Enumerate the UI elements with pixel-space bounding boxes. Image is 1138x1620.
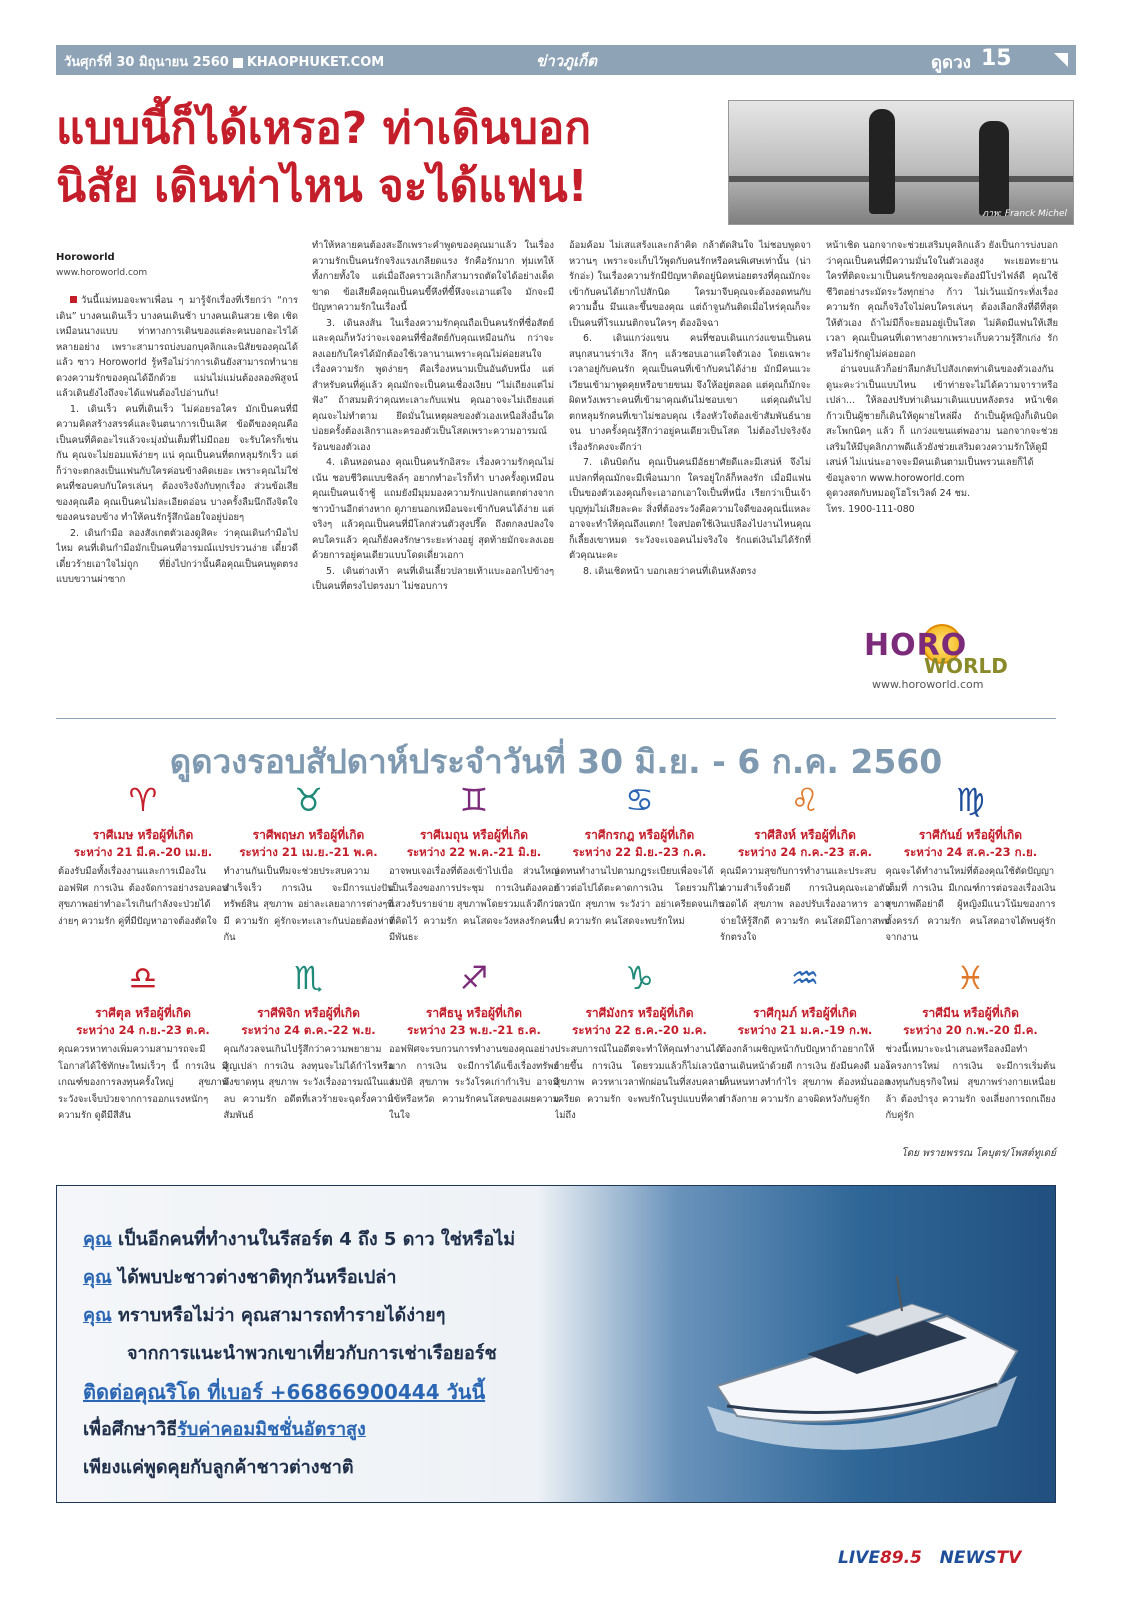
ad-line-7: เพียงแค่พูดคุยกับลูกค้าชาวต่างชาติ [83,1457,354,1478]
zodiac-date-range: ระหว่าง 21 ม.ค.-19 ก.พ. [737,1023,873,1037]
headline-line-1: แบบนี้ก็ได้เหรอ? ท่าเดินบอก [56,103,591,154]
zodiac-name: ราศีเมถุน หรือผู้ที่เกิด [419,828,529,842]
section-name: ดูดวง [931,53,971,73]
ad-line-2: คุณ ได้พบปะชาวต่างชาติทุกวันหรือเปล่า [83,1267,397,1288]
page-header [56,45,1046,75]
zodiac-name: ราศีพฤษภ หรือผู้ที่เกิด [252,828,365,842]
horoworld-logo-url[interactable]: www.horoworld.com [872,678,984,691]
zodiac-name: ราศีมังกร หรือผู้ที่เกิด [585,1006,694,1020]
ad-line-1: คุณ เป็นอีกคนที่ทำงานในรีสอร์ต 4 ถึง 5 ดาว ใช่หรือไม่ [83,1229,516,1250]
section-divider [56,718,1056,719]
news-logo: NEWS [939,1548,997,1568]
live-logo: LIVE [838,1548,880,1568]
zodiac-name: ราศีกรกฎ หรือผู้ที่เกิด [584,828,695,842]
article-paragraph: อ่านจบแล้วก็อย่าลืมกลับไปสังเกตท่าเดินของตัวเองกันดูนะคะว่าเป็นแบบไหน เข้าท่ายจะไม่ได้ความจาราหรือเปล่า... ให้ลองปรับท่าเดินมาเดินแบบหลังตรง หน้าเชิด ก้าวเป็นผู้ชายก็เดินให้ดูผายไหล่ผึ่ง ถ้าเป็นผู้หญิงก็เดินบิดสะโพกนิดๆ แล้ว ก็ แกว่งแขนแต่พองาม นอกจากจะช่วยเสริมให้มีบุคลิกภาพดีแล้วยังช่วยเสริมดวงความรักให้ดูมีเสน่ห์ ไม่แน่นะอาจจะมีคนเดินตามเป็นพรวนเลยก็ได้ [826,364,1058,468]
pisces-icon: ♓ [956,959,985,997]
zodiac-name: ราศีมีน หรือผู้ที่เกิด [922,1006,1019,1020]
zodiac-forecast: ทำงานกันเป็นทีมจะช่วยประสบความสำเร็จเร็ว การเงิน จะมีการแบ่งปันทรัพย์สิน สุขภาพ อย่าละเลยอาการต่างๆที่มี ความรัก คู่รักจะทะเลาะกันบ่อยต้องห่างกัน [223,866,394,943]
zodiac-card [720,780,890,950]
article-paragraph: 3. เดินลงส้น ในเรื่องความรักคุณถือเป็นคนรักที่ซื่อสัตย์และคุณก็หวังว่าจะเจอคนที่ซื่อสัตย์กับคุณเหมือนกัน กว่าจะลงเอยกับใครได้มักต้องใช้เวลานานเพราะคุณไม่ค่อยสนใจเรื่องความรัก พูดง่ายๆ คือเรื่องหนามเป็นอันดับหนึ่ง แต่สำหรับคนที่คู่แล้ว คุณมักจะเป็นคนเชื่องเงียบ “ไม่เถียงแต่ไม่ฟัง” ถ้าสมมติว่าคุณทะเลาะกับแฟน คุณอาจจะไม่เถียงแต่คุณจะไม่ทำตาม ยึดมั่นในเหตุผลของตัวเองเหนือสิ่งอื่นใด บ่อยครั้งต้องเลิกราและครองตัวเป็นโสดเพราะความอารมณ์ร้อนของตัวเอง [312,317,554,453]
zodiac-card [58,958,228,1128]
article-column-2 [312,238,554,698]
article-column-1 [56,250,298,700]
photo-figure-man [979,121,1009,216]
ad-line-4: จากการแนะนำพวกเขาเที่ยวกับการเช่าเรือยอร์ช [127,1343,497,1364]
zodiac-forecast: ต้องรับมือทั้งเรื่องงานและการเมืองในออฟฟิศ การเงิน ต้องจัดการอย่างรอบคอบ สุขภาพอย่าทำอะไรเกินกำลังจะป่วยได้ง่ายๆ ความรัก คู่ที่มีปัญหาอาจต้องตัดใจ [58,866,228,927]
aquarius-icon: ♒ [790,959,820,997]
article-paragraph: 6. เดินแกว่งแขน คนที่ชอบเดินแกว่งแขนเป็นคนสนุกสนานร่าเริง ลึกๆ แล้วชอบเอาแต่ใจตัวเอง โดยเฉพาะเวลาอยู่กับคนรัก คุณเป็นคนที่เข้ากับคนได้ง่าย มักมีคนแวะเวียนเข้ามาพูดคุยหรือขายขนม จึงให้อยู่ตลอด แต่คุณก็มักจะผิดหวังเพราะคนที่เข้ามาคุณดันไม่ชอบเขา แต่คุณดันไปตกหลุมรักคนที่เขาไม่ชอบคุณ เรื่องหัวใจต้องเข้าสัมพันธ์นาย จน บางครั้งคุณรู้สึกว่าอยู่คนเดียวเป็นโสด ไม่ต้องไปจริงจังเรื่องรักคงจะดีกว่า [569,333,811,453]
article-paragraph: 4. เดินหอดนอง คุณเป็นคนรักอิสระ เรื่องความรักคุณไม่เน้น ชอบชีวิตแบบชิลล์ๆ อยากทำอะไรก็ทำ บางครั้งดูเหมือนคุณเป็นคนเจ้าชู้ แถมยังมีมุมมองความรักแปลกแตกต่างจากชาวบ้านอีกต่างหาก ดูภายนอกเหมือนจะเข้ากับคนได้ง่าย แต่จริงๆ แล้วคุณเป็นคนที่มีโลกส่วนตัวสูงปรี๊ด ถึงตกลงปลงใจคบใครแล้ว คุณก็ยังคงรักษาระยะห่างอยู่ สุดท้ายมักจะลงเอยด้วยการอยู่คนเดียวแบบโดดเดี่ยวเอกา [312,457,554,561]
zodiac-card [58,780,228,950]
photo-railing [729,176,1074,182]
zodiac-card [389,958,559,1128]
zodiac-name: ราศีเมษ หรือผู้ที่เกิด [92,828,194,842]
aries-icon: ♈ [128,781,158,819]
article-paragraph: 8. เดินเชิดหน้า บอกเลยว่าคนที่เดินหลังตรง [583,565,757,577]
article-paragraph: อ้อมค้อม ไม่เสแสร้งและกล้าคิด กล้าตัดสินใจ ไม่ชอบพูดจาหวานๆ เพราะจะเก็บไว้พูดกับคนรักหรือคนพิเศษเท่านั้น (น่ารักอ่ะ) ในเรื่องความรักมีปัญหาติดอยู่นิดหน่อยตรงที่คุณมักจะเข้ากับคนได้ยากไปสักนิด ใครมาจีบคุณจะต้องอดทนกับความอื้น มึนและขึ้นของคุณ แต่ถ้าจูนกันติดเมื่อไหร่คุณก็จะเป็นคนที่โรแมนติกจนใครๆ ต้องอิจฉา [569,240,811,329]
zodiac-forecast: ออฟฟิศจะรบกวนการทำงานของคุณอย่างมาก การเงิน จะมีการได้แข็งเรื่องทรัพย์สมบัติ สุขภาพ ระวังโรคเก่ากำเริบ อาจมีไข้หรือหวัด ความรักคนโสดของเผยความในใจ [389,1044,559,1121]
zodiac-card [886,958,1056,1128]
zodiac-forecast: คุณกังวลจนเกินไปรู้สึกว่าความพยายามสูญเปล่า การเงิน ลงทุนจะไม่ได้กำไรหรือถึงขาดทุน สุขภาพ ระวังเรื่องอารมณ์ในแง่ลบ ความรัก อดีตที่เลวร้ายจะฉุดรั้งความสัมพันธ์ [223,1044,394,1121]
zodiac-date-range: ระหว่าง 24 ส.ค.-23 ก.ย. [903,845,1038,859]
footer-logos [838,1548,1021,1568]
article-paragraph: 5. เดินต่างเท้า คนที่เดินเลี้ยวปลายเท้าแบะออกไปข้างๆ เป็นคนที่ตรงไปตรงมา ไม่ชอบการ [312,565,554,592]
yacht-advertisement [56,1185,1056,1503]
photo-credit: ภาพ: Franck Michel [982,209,1067,219]
photo-figure-woman [869,109,895,214]
article-paragraph: วันนี้แม่หมอจะพาเพื่อน ๆ มารู้จักเรื่องที่เรียกว่า “การเดิน” บางคนเดินเร็ว บางคนเดินช้า บางคนเดินสวย เชิด เชิด เหมือนนางแบบ ท่าทางการเดินของแต่ละคนบอกอะไรได้หลายอย่าง เพราะสามารถบ่งบอกบุคลิกและนิสัยของคุณได้แล้ว ซาว Horoworld รู้หรือไม่ว่าการเดินยังสามารถทำนายดวงความรักของคุณได้อีกด้วย แม่นไม่แม่นต้องลองพิสูจน์ แล้วเดินยังไงถึงจะได้แฟนต้องไปอ่านกัน! [56,295,298,399]
leo-icon: ♌ [790,781,820,819]
sagittarius-icon: ♐ [459,959,489,997]
scorpio-icon: ♏ [294,959,323,997]
zodiac-name: ราศีกันย์ หรือผู้ที่เกิด [918,828,1023,842]
yacht-image [697,1256,1027,1456]
zodiac-name: ราศีตุล หรือผู้ที่เกิด [95,1006,191,1020]
article-paragraph: 1. เดินเร็ว คนที่เดินเร็ว ไม่ค่อยรอใคร มักเป็นคนที่มีความคิดสร้างสรรค์และจินตนาการเป็นเลิศ ข้อดีของคุณคือเป็นคนที่คิดอะไรแล้วจะมุ่งมั่นเต็มที่ไม่มีถอย จะรับใครก็เช่นกัน คุณจะไม่ยอมแพ้ง่ายๆ แน่ คุณเป็นคนที่ตกหลุมรักเร็ว แต่ก็ว่าจะตกลงเป็นแฟนกับใครค่อนข้างคิดเยอะ เพราะคุณไม่ใช่คนที่ชอบคบกับใครเล่นๆ ต้องจริงจังกับทุกเรื่อง ส่วนข้อเสียของคุณคือ คุณเป็นคนไม่ละเอียดอ่อน บางครั้งลืมนึกถึงจิตใจของคนรอบข้าง ทำให้คนรักรู้สึกน้อยใจอยู่บ่อยๆ [56,403,298,523]
capricorn-icon: ♑ [625,959,654,997]
zodiac-date-range: ระหว่าง 24 ต.ค.-22 พ.ย. [241,1023,376,1037]
zodiac-card [886,780,1056,950]
zodiac-name: ราศีสิงห์ หรือผู้ที่เกิด [754,828,856,842]
zodiac-card [555,780,725,950]
zodiac-forecast: อดทนทำงานไปตามกฎระเบียบเพื่อจะได้ก้าวต่อไปได้ตะคาดการเงิน โดยรวมก็ไม่เลวนัก สุขภาพ ระวังว่า อย่าเครียดจนเกินไป ความรัก คนโสดจะพบรักใหม่ [554,866,725,927]
header-site[interactable]: KHAOPHUKET.COM [246,55,385,70]
square-icon [233,58,243,68]
zodiac-date-range: ระหว่าง 21 มี.ค.-20 เม.ย. [73,845,213,859]
source-credit: ข้อมูลจาก www.horoworld.com [826,472,965,484]
article-paragraph: 7. เดินบิดก้น คุณเป็นคนมีอัธยาศัยดีและมีเสน่ห์ จึงไม่แปลกที่คุณมักจะมีเพื่อนมาก ใครอยู่ใกล้ก็หลงรัก เมื่อมีแฟนเป็นของตัวเองคุณก็จะเอาอกเอาใจเป็นที่หนึ่ง เรียกว่าเป็นเจ้าบุญทุ่มไม่เสียละคะ สิ่งที่ต้องระวังคือความใจดีของคุณนี่แหละอาจจะทำให้คุณถึงแตก! ใจสปอตใช้เงินเปลืองไปงานไหนคุณก็เลี้ยงเขาหมด ระวังจะเจอคนไม่จริงใจ รักแต่เงินไม่ได้รักที่ตัวคุณนะคะ [569,457,811,561]
horoworld-logo-bottom: WORLD [924,654,1008,678]
ad-contact-line[interactable]: ติดต่อคุณริโด ที่เบอร์ +66866900444 วันนี้ [83,1380,486,1404]
zodiac-date-range: ระหว่าง 24 ก.ค.-23 ส.ค. [737,845,873,859]
zodiac-forecast: ต้องกล้าเผชิญหน้ากับปัญหาถ้าอยากให้งานเดินหน้าด้วยดี การเงิน ยังมีนคงดี มองเห็นหนทางทำกำไร สุขภาพ ต้องหมั่นออกกำลังกาย ความรัก อาจผิดหวังกับคู่รัก [720,1044,890,1105]
zodiac-card [720,958,890,1128]
walking-people-photo [728,100,1074,225]
ad-line-6: เพื่อศึกษาวิธีรับค่าคอมมิชชั่นอัตราสูง [83,1419,366,1440]
weekly-horoscope-title: ดูดวงรอบสัปดาห์ประจำวันที่ 30 มิ.ย. - 6 ก.ค. 2560 [169,742,943,781]
zodiac-forecast: อาจพบเจอเรื่องที่ต้องเข้าไปเบื่อ ส่วนใหญ่เป็นเรื่องของการประชุม การเงินต้องคอยแสวงรับรายจ่าย สุขภาพโดยรวมแล้วดีกว่าที่คิดไว้ ความรัก คนโสดจะวังหลงรักคนที่มีพันธะ [389,866,559,943]
source-url[interactable]: www.horoworld.com [56,267,148,278]
zodiac-forecast: ช่วงนี้เหมาะจะนำเสนอหรือลงมือทำโครงการใหม่ การเงิน จะมีการเริ่มต้นลงทุนกับธุรกิจใหม่ สุขภาพร่างกายเหนื่อยล้า ต้องบำรุง ความรัก จงเลี่ยงการถกเถียงกับคู่รัก [885,1044,1056,1121]
hotline-phone: โทร. 1900-111-080 [826,503,915,515]
source-name: Horoworld [56,252,115,263]
zodiac-forecast: ประสบการณ์ในอดีตจะทำให้คุณทำงานได้ง่ายขึ้น การเงิน โดยรวมแล้วก็ไม่เลวนัก สุขภาพ ควรหาเวลาพักผ่อนในที่สงบคลายเครียด ความรัก จะพบรักในรูปแบบที่คาดไม่ถึง [554,1044,725,1121]
newspaper-logo: ข่าวภูเก็ต [536,52,597,70]
article-paragraph: 2. เดินกำมือ ลองสังเกตตัวเองดูสิคะ ว่าคุณเดินกำมือไปไหม คนที่เดินกำมือมักเป็นคนที่อารมณ์แปรปรวนง่าย เดี๋ยวดีเดี๋ยวร้ายเอาใจไม่ถูก ที่ยิ่งไปกว่านั้นคือคุณเป็นคนพูดตรงแบบขวานผ่าซาก [56,527,298,585]
zodiac-date-range: ระหว่าง 22 มิ.ย.-23 ก.ค. [572,845,707,859]
horoworld-logo-top: HORO [864,628,968,663]
ad-line-3: คุณ ทราบหรือไม่ว่า คุณสามารถทำรายได้ง่ายๆ [83,1305,446,1326]
header-date: วันศุกร์ที่ 30 มิถุนายน 2560 [64,55,229,70]
zodiac-forecast: คุณมีความสุขกับการทำงานและประสบความสำเร็จด้วยดี การเงินคุณจะเอาตัวรอดได้ สุขภาพ ลองปรับเรื่องอาหาร อาจจ่ายให้รู้สึกดี ความรัก คนโสดมีโอกาสพบรักตรงใจ [720,866,890,943]
bullet-icon [70,296,77,303]
zodiac-forecast: คุณควรหาทางเพิ่มความสามารถจะมีโอกาสได้ใช้ทักษะใหม่เร็วๆ นี้ การเงิน มีเกณฑ์ของการลงทุนครั้งใหญ่ สุขภาพ ระวังจะเจ็บป่วยจากการออกแรงหนักๆ ความรัก ดูดีมีสีสัน [58,1044,228,1121]
article-column-3 [569,238,811,698]
libra-icon: ♎ [128,959,158,997]
article-column-4 [826,238,1058,610]
gemini-icon: ♊ [459,781,489,819]
hotline-text: ดูดวงสดกับหมอดูโฮโรเวิลด์ 24 ชม. [826,488,971,499]
zodiac-date-range: ระหว่าง 21 เม.ย.-21 พ.ค. [239,845,378,859]
zodiac-card [555,958,725,1128]
taurus-icon: ♉ [294,781,323,819]
zodiac-forecast: คุณจะได้ทำงานใหม่ที่ต้องคุณใช้ตัดปัญญาเต็มที่ การเงิน มีเกณฑ์การต่อรองเรื่องเงิน สุขภาพดีอย่าดี ผู้หญิงมีแนวโน้มของการตั้งครรภ์ ความรัก คนโสดอาจได้พบคู่รักจากงาน [885,866,1056,943]
byline: โดย พรายพรรณ โคบุตร/โพสต์ทูเดย์ [901,1148,1056,1159]
zodiac-name: ราศีธนู หรือผู้ที่เกิด [425,1006,523,1020]
zodiac-card [224,780,394,950]
zodiac-date-range: ระหว่าง 22 พ.ค.-21 มิ.ย. [406,845,542,859]
zodiac-date-range: ระหว่าง 22 ธ.ค.-20 ม.ค. [572,1023,707,1037]
corner-arrow-icon [1046,45,1076,75]
tv-logo: TV [996,1548,1022,1568]
article-paragraph: หน้าเชิด นอกจากจะช่วยเสริมบุคลิกแล้ว ยังเป็นการบ่งบอกว่าคุณเป็นคนที่มีความมั่นใจในตัวเองสูง พะเยอทะยาน ใครที่ติดจะมาเป็นคนรักของคุณจะต้องมีโปรไฟล์ดี คุณใช้ชีวิตอย่างระมัดระวังทุกย่าง ก้าว ไม่เว้นแม้กระทั่งเรื่องความรัก คุณก็จริงใจไม่คบใครเล่นๆ ต้องเลือกสิ่งที่ดีที่สุดให้ตัวเอง ถ้าไม่มีก็จะยอมอยู่เป็นโสด ไม่คิดมีแฟนให้เสียเวลา คุณเป็นคนที่เดาทางยากเพราะเก็บความรู้สึกเก่ง รักหรือไม่รักดูไม่ค่อยออก [826,240,1058,360]
header-date-line [64,51,384,72]
live-frequency: 89.5 [879,1548,922,1568]
zodiac-name: ราศีพิจิก หรือผู้ที่เกิด [257,1006,360,1020]
zodiac-date-range: ระหว่าง 23 พ.ย.-21 ธ.ค. [407,1023,541,1037]
zodiac-date-range: ระหว่าง 24 ก.ย.-23 ต.ค. [76,1023,210,1037]
zodiac-card [389,780,559,950]
zodiac-card [224,958,394,1128]
zodiac-date-range: ระหว่าง 20 ก.พ.-20 มี.ค. [903,1023,1038,1037]
article-paragraph: ทำให้หลายคนต้องสะอึกเพราะคำพูดของคุณมาแล้ว ในเรื่องความรักเป็นคนรักจริงแรงเกลียดแรง รักคือรักมาก ทุ่มเทให้ทั้งกายทั้งใจ แต่เมื่อถึงคราวเลิกก็สามารถตัดใจได้อย่างเด็ดขาด ข้อเสียคือคุณเป็นคนขี้หึงที่ขี้หึงจะเอาแต่ใจ มักจะมีปัญหาความรักในเรื่องนี้ [312,240,554,313]
headline-line-2: นิสัย เดินท่าไหน จะได้แฟน! [56,161,588,212]
virgo-icon: ♍ [956,781,985,819]
headline [56,100,716,216]
cancer-icon: ♋ [625,781,654,819]
page-number: 15 [981,46,1012,71]
horoworld-logo [864,620,1044,695]
zodiac-name: ราศีกุมภ์ หรือผู้ที่เกิด [753,1006,857,1020]
